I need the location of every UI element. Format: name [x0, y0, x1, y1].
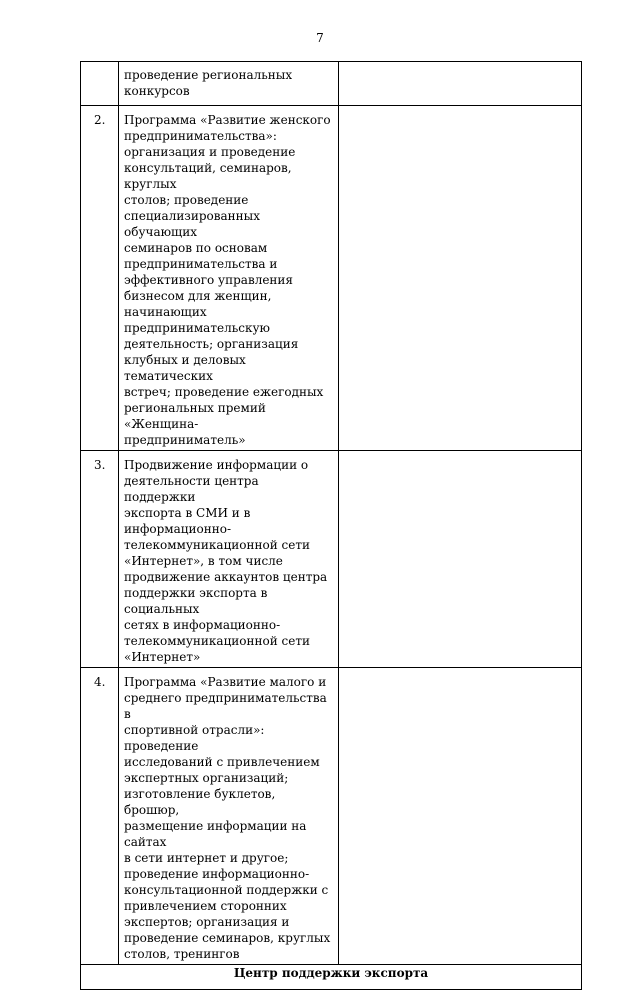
table-row — [81, 62, 582, 106]
row-text: Продвижение информации о деятельности центра поддержки экспорта в СМИ и в информационно- телекоммуникационной сети «Интернет», в том числе продвижение аккаунтов центра поддержки экспорта в социальных сетях в информационно- телекоммуникационной сети «Интернет» — [124, 458, 328, 664]
table-row — [81, 668, 582, 965]
row-number-cell — [81, 106, 119, 451]
row-number-cell — [81, 668, 119, 965]
empty-cell — [339, 668, 582, 965]
page-number: 7 — [316, 31, 324, 45]
row-text: проведение региональных конкурсов — [124, 68, 293, 98]
activities-table — [80, 61, 582, 990]
empty-cell — [339, 62, 582, 106]
row-text-cell — [119, 106, 339, 451]
row-text: Программа «Развитие женского предпринимательства»: организация и проведение консультаций, семинаров, круглых столов; проведение специализированных обучающих семинаров по основам предпринимательства и эффективного управления бизнесом для женщин, начинающих предпринимательскую деятельность; организация клубных и деловых тематических встреч; проведение ежегодных региональных премий «Женщина- предприниматель» — [124, 113, 331, 447]
row-text-cell — [119, 668, 339, 965]
row-text-cell — [119, 62, 339, 106]
row-text: Программа «Развитие малого и среднего предпринимательства в спортивной отрасли»: проведение исследований с привлечением экспертных организаций; изготовление буклетов, брошюр, размещение информации на сайтах в сети интернет и другое; проведение информационно- консультационной поддержки с привлечением сторонних экспертов; организация и проведение семинаров, круглых столов, тренингов — [124, 675, 331, 961]
row-number — [81, 62, 118, 67]
table-row — [81, 106, 582, 451]
empty-cell — [339, 106, 582, 451]
section-heading-row — [81, 965, 582, 990]
section-heading: Центр поддержки экспорта — [81, 965, 582, 990]
row-number-cell — [81, 451, 119, 668]
table-row — [81, 451, 582, 668]
empty-cell — [339, 451, 582, 668]
row-number: 3. — [94, 458, 106, 472]
row-number: 4. — [94, 675, 106, 689]
row-number: 2. — [94, 113, 106, 127]
row-number-cell — [81, 62, 119, 106]
row-text-cell — [119, 451, 339, 668]
